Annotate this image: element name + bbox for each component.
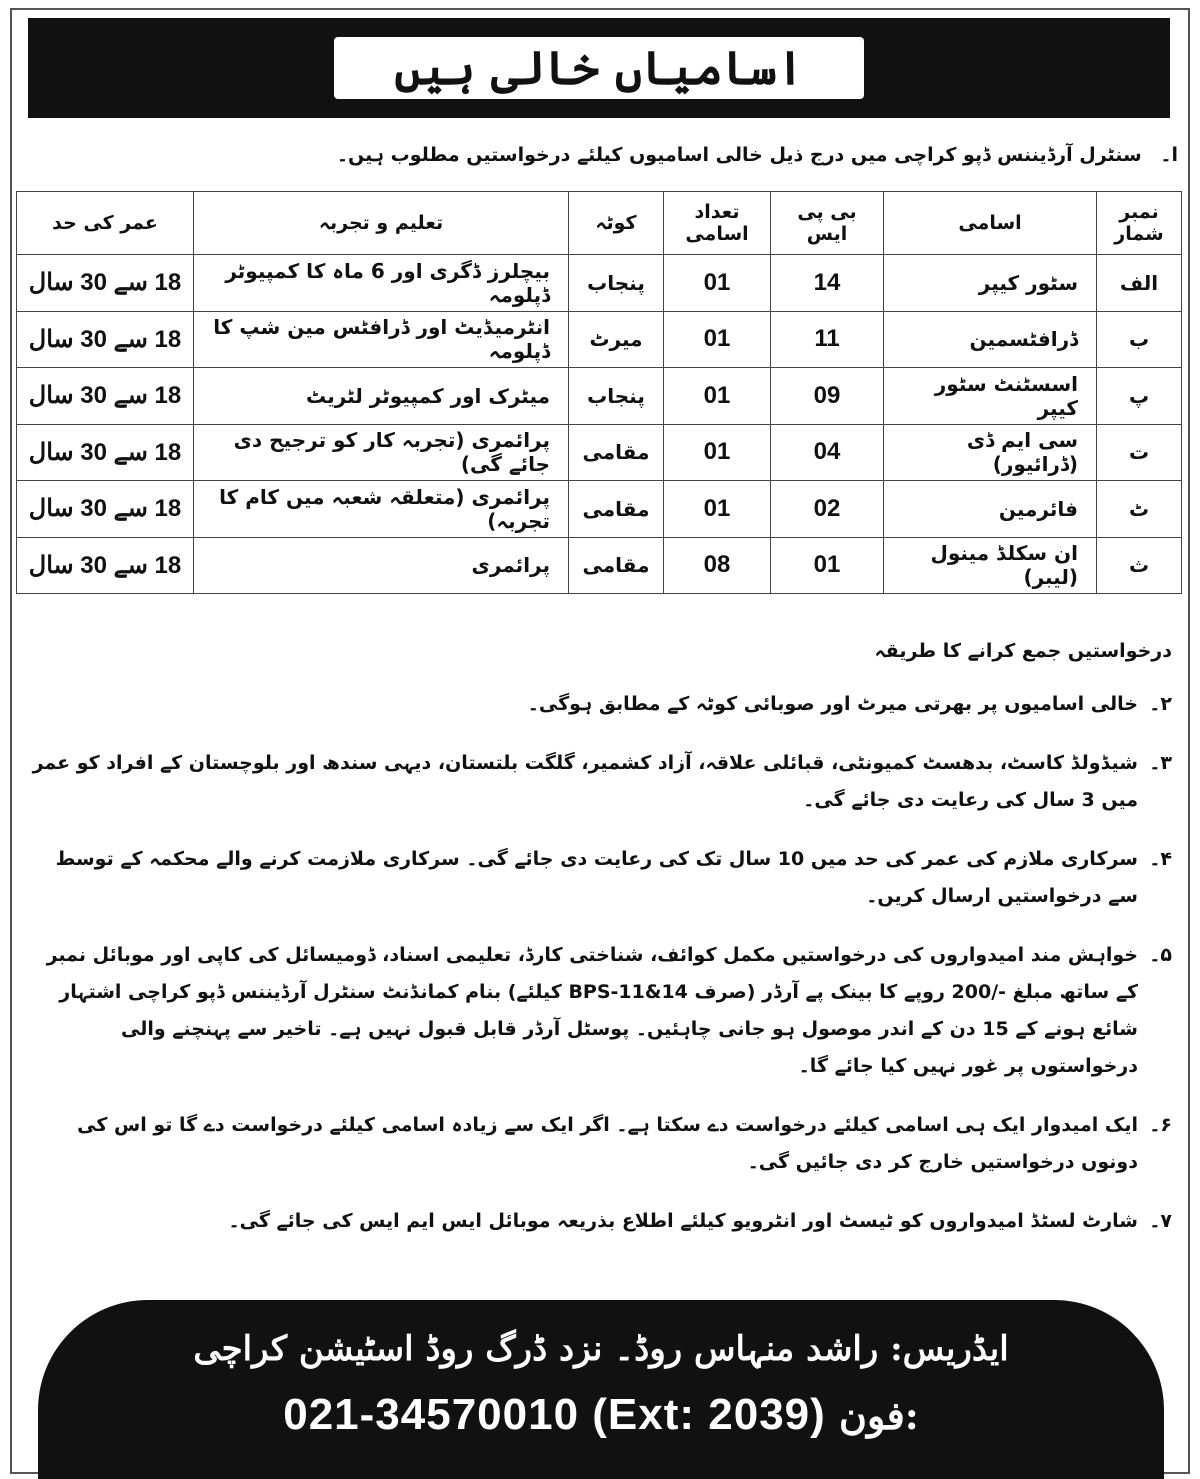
phone-label: فون: (839, 1393, 919, 1438)
header-age: عمر کی حد (17, 192, 194, 255)
cell-post: ان سکلڈ مینول (لیبر) (884, 537, 1097, 594)
footer-address: ایڈریس: راشد منہاس روڈ۔ نزد ڈرگ روڈ اسٹیشن کراچی (193, 1329, 1009, 1369)
phone-number: 021-34570010 (Ext: 2039) (283, 1390, 826, 1439)
table-header-row (17, 192, 1182, 255)
cell-education: بیچلرز ڈگری اور 6 ماہ کا کمپیوٹر ڈپلومہ (194, 255, 569, 312)
cell-quota: میرٹ (569, 311, 664, 368)
cell-count: 01 (664, 424, 771, 481)
cell-post: فائرمین (884, 481, 1097, 538)
cell-serial: ت (1097, 424, 1182, 481)
cell-quota: پنجاب (569, 368, 664, 425)
cell-age: 18 سے 30 سال (17, 255, 194, 312)
paragraph-6 (32, 1107, 1172, 1181)
table-row (17, 537, 1182, 594)
paragraph-number: ۲۔ (1149, 693, 1172, 715)
cell-serial: پ (1097, 368, 1182, 425)
paragraph-number: ۳۔ (1149, 752, 1172, 774)
paragraph-number: ۷۔ (1149, 1210, 1172, 1232)
cell-serial: الف (1097, 255, 1182, 312)
procedure-section (32, 640, 1172, 1262)
paragraph-number: ۵۔ (1149, 944, 1172, 966)
cell-bps: 02 (771, 481, 884, 538)
cell-age: 18 سے 30 سال (17, 424, 194, 481)
paragraph-number: ۶۔ (1149, 1114, 1172, 1136)
table-row (17, 481, 1182, 538)
cell-education: میٹرک اور کمپیوٹر لٹریٹ (194, 368, 569, 425)
cell-quota: پنجاب (569, 255, 664, 312)
cell-education: انٹرمیڈیٹ اور ڈرافٹس مین شپ کا ڈپلومہ (194, 311, 569, 368)
page-title: اسامیاں خالی ہیں (334, 37, 863, 99)
cell-bps: 01 (771, 537, 884, 594)
vacancies-table (16, 191, 1182, 594)
procedure-title: درخواستیں جمع کرانے کا طریقہ (874, 640, 1172, 662)
cell-count: 01 (664, 311, 771, 368)
intro-line (38, 144, 1178, 166)
cell-serial: ٹ (1097, 481, 1182, 538)
cell-post: اسسٹنٹ سٹور کیپر (884, 368, 1097, 425)
cell-post: سٹور کیپر (884, 255, 1097, 312)
cell-bps: 09 (771, 368, 884, 425)
cell-count: 01 (664, 481, 771, 538)
cell-quota: مقامی (569, 481, 664, 538)
cell-post: ڈرافٹسمین (884, 311, 1097, 368)
cell-education: پرائمری (تجربہ کار کو ترجیح دی جائے گی) (194, 424, 569, 481)
cell-bps: 04 (771, 424, 884, 481)
header-count: تعداد اسامی (664, 192, 771, 255)
cell-bps: 11 (771, 311, 884, 368)
cell-education: پرائمری (متعلقہ شعبہ میں کام کا تجربہ) (194, 481, 569, 538)
cell-count: 01 (664, 255, 771, 312)
paragraph-3 (32, 745, 1172, 819)
paragraph-text: سرکاری ملازم کی عمر کی حد میں 10 سال تک کی رعایت دی جائے گی۔ سرکاری ملازمت کرنے والے محکمہ کے توسط سے درخواستیں ارسال کریں۔ (55, 848, 1138, 907)
paragraph-5 (32, 937, 1172, 1085)
title-banner (28, 18, 1170, 118)
cell-count: 08 (664, 537, 771, 594)
cell-age: 18 سے 30 سال (17, 368, 194, 425)
cell-quota: مقامی (569, 424, 664, 481)
cell-age: 18 سے 30 سال (17, 311, 194, 368)
cell-education: پرائمری (194, 537, 569, 594)
table-row (17, 424, 1182, 481)
table-row (17, 368, 1182, 425)
paragraph-text: خواہش مند امیدواروں کی درخواستیں مکمل کوائف، شناختی کارڈ، تعلیمی اسناد، ڈومیسائل کی کاپی اور موبائل نمبر کے ساتھ مبلغ -/200 روپے کا بینک پے آرڈر (صرف BPS-11&14 کیلئے) بنام کمانڈنٹ سنٹرل آرڈیننس ڈپو کراچی اشتہار شائع ہونے کے 15 دن کے اندر موصول ہو جانی چاہئیں۔ پوسٹل آرڈر قابل قبول نہیں ہے۔ تاخیر سے پہنچنے والی درخواستوں پر غور نہیں کیا جائے گا۔ (46, 944, 1138, 1077)
cell-serial: ث (1097, 537, 1182, 594)
paragraph-2 (32, 686, 1172, 723)
paragraph-text: شیڈولڈ کاسٹ، بدھسٹ کمیونٹی، قبائلی علاقہ، آزاد کشمیر، گلگت بلتستان، دیہی سندھ اور بلوچستان کے افراد کو عمر میں 3 سال کی رعایت دی جائے گی۔ (32, 752, 1138, 811)
paragraph-text: شارٹ لسٹڈ امیدواروں کو ٹیسٹ اور انٹرویو کیلئے اطلاع بذریعہ موبائل ایس ایم ایس کی جائے گی۔ (228, 1210, 1138, 1232)
cell-serial: ب (1097, 311, 1182, 368)
header-bps: بی پی ایس (771, 192, 884, 255)
cell-count: 01 (664, 368, 771, 425)
footer-banner (38, 1300, 1164, 1479)
cell-bps: 14 (771, 255, 884, 312)
paragraph-text: خالی اسامیوں پر بھرتی میرٹ اور صوبائی کوٹہ کے مطابق ہوگی۔ (527, 693, 1138, 715)
paragraph-7 (32, 1203, 1172, 1240)
paragraph-4 (32, 841, 1172, 915)
table-row (17, 311, 1182, 368)
cell-quota: مقامی (569, 537, 664, 594)
cell-post: سی ایم ڈی (ڈرائیور) (884, 424, 1097, 481)
paragraph-text: ایک امیدوار ایک ہی اسامی کیلئے درخواست دے سکتا ہے۔ اگر ایک سے زیادہ اسامی کیلئے درخواست دے گا تو اس کی دونوں درخواستیں خارج کر دی جائیں گی۔ (77, 1114, 1138, 1173)
cell-age: 18 سے 30 سال (17, 537, 194, 594)
header-quota: کوٹہ (569, 192, 664, 255)
intro-text: سنٹرل آرڈیننس ڈپو کراچی میں درج ذیل خالی اسامیوں کیلئے درخواستیں مطلوب ہیں۔ (336, 144, 1142, 166)
header-education: تعلیم و تجربہ (194, 192, 569, 255)
paragraph-number: ۴۔ (1149, 848, 1172, 870)
header-serial: نمبر شمار (1097, 192, 1182, 255)
intro-number: ا۔ (1160, 144, 1178, 166)
footer-phone-line (38, 1390, 1164, 1440)
cell-age: 18 سے 30 سال (17, 481, 194, 538)
table-row (17, 255, 1182, 312)
header-post: اسامی (884, 192, 1097, 255)
